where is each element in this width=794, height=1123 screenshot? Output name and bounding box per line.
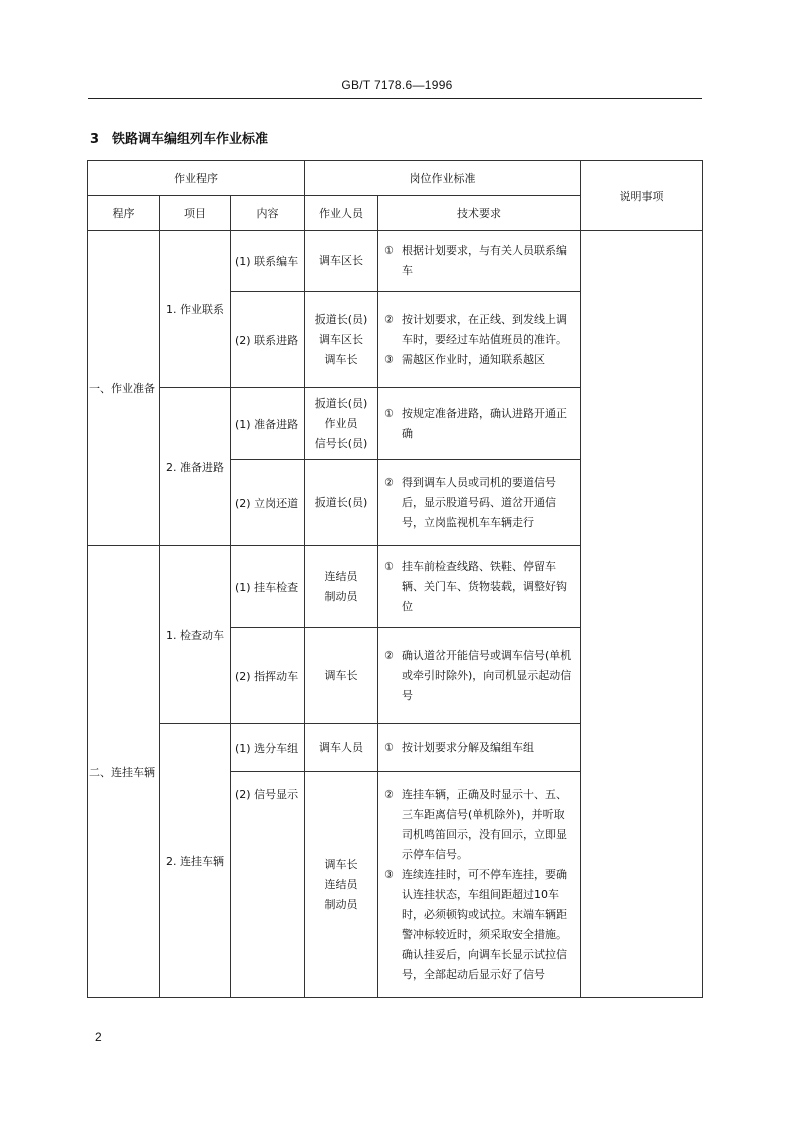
- requirement-cell: [378, 388, 581, 460]
- requirement-text: 确认道岔开能信号或调车信号(单机或牵引时除外)，向司机显示起动信号: [402, 648, 572, 702]
- header-procedure: 作业程序: [88, 161, 305, 196]
- header-rule: [88, 98, 702, 99]
- requirement-text: 按计划要求分解及编组车组: [402, 740, 534, 754]
- personnel-name: 调车区长: [319, 254, 363, 267]
- item-check-moving: 1. 检查动车: [160, 546, 231, 724]
- content-cell: (1) 准备进路: [231, 388, 305, 460]
- header-post-standard: 岗位作业标准: [305, 161, 581, 196]
- requirement-mark: ②: [384, 648, 394, 662]
- requirement-text: 连续连挂时，可不停车连挂，要确认连挂状态，车组间距超过10车时，必须顿钩或试拉。末端车辆距警冲标较近时，须采取安全措施。确认挂妥后，向调车长显示试拉信号，全部起动后显示好了信号: [402, 867, 567, 981]
- content-cell: (1) 联系编车: [231, 231, 305, 292]
- requirement-cell: [378, 546, 581, 628]
- item-couple-vehicles: 2. 连挂车辆: [160, 724, 231, 998]
- header-program: 程序: [88, 196, 160, 231]
- requirement-text: 需越区作业时，通知联系越区: [402, 352, 545, 366]
- requirement-cell: [378, 772, 581, 998]
- requirement-line: [384, 738, 574, 758]
- requirement-line: [384, 865, 574, 985]
- notes-cell: [581, 231, 703, 998]
- requirement-mark: ①: [384, 244, 394, 257]
- requirement-line: [384, 646, 574, 706]
- requirement-line: [384, 557, 574, 617]
- requirement-mark: ②: [384, 787, 394, 801]
- personnel-cell: [305, 546, 378, 628]
- personnel-name: 调车区长: [319, 332, 363, 346]
- requirement-mark: ①: [384, 740, 394, 754]
- personnel-name: 调车人员: [319, 740, 363, 754]
- personnel-cell: [305, 231, 378, 292]
- operation-standard-table: [87, 160, 703, 998]
- personnel-name: 扳道长(员): [314, 312, 368, 326]
- header-personnel: 作业人员: [305, 196, 378, 231]
- requirement-mark: ③: [384, 352, 394, 366]
- requirement-line: [384, 350, 574, 370]
- requirement-text: 连挂车辆，正确及时显示十、五、三车距离信号(单机除外)，并听取司机鸣笛回示，没有回示，立即显示停车信号。: [402, 787, 567, 861]
- requirement-mark: ②: [384, 475, 394, 489]
- header-content: 内容: [231, 196, 305, 231]
- personnel-name: 连结员: [324, 877, 358, 891]
- page-number: 2: [95, 1030, 102, 1044]
- requirement-line: [384, 785, 574, 865]
- personnel-name: 制动员: [324, 589, 358, 603]
- content-cell: (1) 选分车组: [231, 724, 305, 772]
- requirement-text: 根据计划要求，与有关人员联系编车: [402, 244, 567, 277]
- personnel-name: 调车长: [324, 352, 358, 366]
- content-cell: (2) 信号显示: [231, 772, 305, 998]
- requirement-mark: ③: [384, 867, 394, 881]
- program-coupling-vehicles: 二、连挂车辆: [88, 546, 160, 998]
- personnel-name: 扳道长(员): [314, 495, 368, 509]
- header-item: 项目: [160, 196, 231, 231]
- personnel-name: 调车长: [324, 857, 358, 871]
- personnel-cell: [305, 628, 378, 724]
- requirement-cell: [378, 460, 581, 546]
- requirement-text: 得到调车人员或司机的要道信号后，显示股道号码、道岔开通信号，立岗监视机车车辆走行: [402, 475, 556, 529]
- personnel-cell: [305, 388, 378, 460]
- personnel-cell: [305, 724, 378, 772]
- requirement-cell: [378, 724, 581, 772]
- requirement-line: [384, 473, 574, 533]
- requirement-line: [384, 404, 574, 444]
- personnel-cell: [305, 772, 378, 998]
- personnel-name: 作业员: [324, 416, 358, 430]
- standard-code-header: GB/T 7178.6—1996: [341, 78, 453, 92]
- requirement-line: [384, 310, 574, 350]
- header-notes: 说明事项: [581, 161, 703, 231]
- personnel-name: 信号长(员): [314, 436, 368, 450]
- personnel-name: 调车长: [324, 668, 358, 682]
- content-cell: (2) 联系进路: [231, 292, 305, 388]
- requirement-mark: ①: [384, 559, 394, 573]
- program-work-preparation: 一、作业准备: [88, 231, 160, 546]
- personnel-name: 连结员: [324, 569, 358, 583]
- content-cell: (1) 挂车检查: [231, 546, 305, 628]
- header-requirement: 技术要求: [378, 196, 581, 231]
- requirement-line: [384, 241, 574, 281]
- personnel-cell: [305, 460, 378, 546]
- personnel-name: 扳道长(员): [314, 396, 368, 410]
- requirement-cell: [378, 231, 581, 292]
- requirement-text: 按规定准备进路，确认进路开通正确: [402, 406, 567, 440]
- requirement-mark: ①: [384, 406, 394, 420]
- item-work-contact: 1. 作业联系: [160, 231, 231, 388]
- section-title: [90, 128, 268, 147]
- section-title-text: 铁路调车编组列车作业标准: [112, 132, 269, 147]
- requirement-text: 按计划要求，在正线、到发线上调车时，要经过车站值班员的准许。: [402, 312, 567, 346]
- content-cell: (2) 指挥动车: [231, 628, 305, 724]
- requirement-text: 挂车前检查线路、铁鞋、停留车辆、关门车、货物装载，调整好钩位: [402, 559, 567, 613]
- content-cell: (2) 立岗还道: [231, 460, 305, 546]
- item-prepare-route: 2. 准备进路: [160, 388, 231, 546]
- requirement-mark: ②: [384, 312, 394, 326]
- section-number: 3: [90, 132, 100, 147]
- requirement-cell: [378, 292, 581, 388]
- requirement-cell: [378, 628, 581, 724]
- personnel-name: 制动员: [324, 897, 358, 911]
- personnel-cell: [305, 292, 378, 388]
